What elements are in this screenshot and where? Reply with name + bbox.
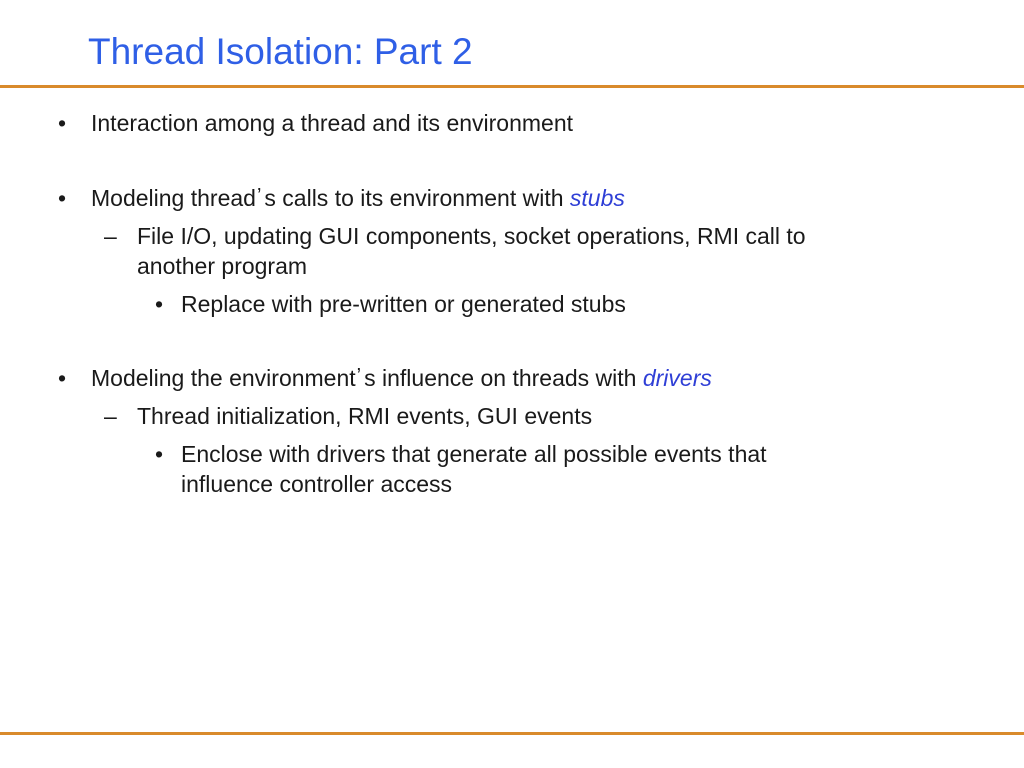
sub-sub-bullet-marker: • [155,441,164,467]
bullet-text [91,183,625,215]
bullet-text-part: s influence on threads with [364,365,637,391]
bullet-marker: • [58,110,67,136]
bullet-text-part: Modeling the environment [91,365,356,391]
emphasis-stubs: stubs [569,185,625,211]
sub-sub-bullet-text: Replace with pre-written or generated stubs [181,291,626,317]
slide-title: Thread Isolation: Part 2 [88,31,473,72]
sub-bullet-marker: – [104,403,117,429]
bullet-text-part: Modeling thread [91,185,256,211]
bullet-marker: • [58,365,67,391]
bullet-text [91,363,712,395]
apostrophe: ’ [256,185,262,207]
footer-divider [0,732,1024,735]
sub-bullet-text-continued: another program [137,253,308,279]
apostrophe: ’ [356,365,362,387]
bullet-text: Interaction among a thread and its environment [91,110,574,136]
sub-sub-bullet-text: Enclose with drivers that generate all possible events that [181,441,767,467]
sub-bullet-text: File I/O, updating GUI components, socket operations, RMI call to [137,223,806,249]
emphasis-drivers: drivers [642,365,712,391]
sub-bullet-text: Thread initialization, RMI events, GUI events [137,403,593,429]
sub-sub-bullet-marker: • [155,291,164,317]
sub-sub-bullet-text-continued: influence controller access [181,471,453,497]
bullet-text-part: s calls to its environment with [264,185,564,211]
bullet-marker: • [58,185,67,211]
sub-bullet-marker: – [104,223,117,249]
title-divider [0,85,1024,88]
